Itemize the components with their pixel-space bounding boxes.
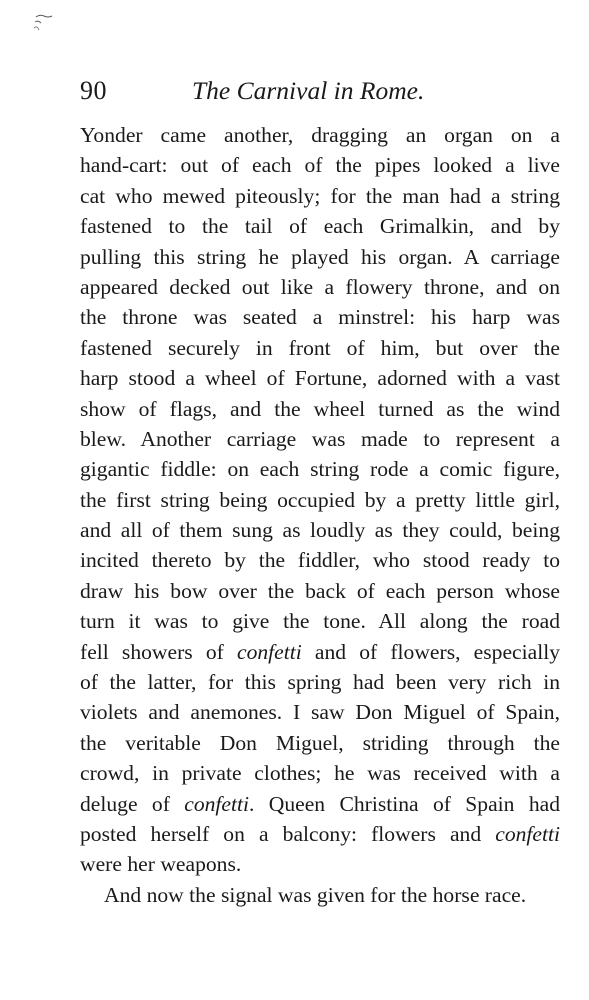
text-segment: fell showers of <box>80 639 237 664</box>
text-line: and all of them sung as loudly as they could, being <box>80 518 560 543</box>
text-line: draw his bow over the back of each person whose <box>80 578 560 603</box>
text-line: the first string being occupied by a pretty little girl, <box>80 487 560 512</box>
text-line: fastened securely in front of him, but over the <box>80 335 560 360</box>
text-line: pulling this string he played his organ. A carriage <box>80 244 560 269</box>
text-segment: . Queen Christina of Spain had <box>249 791 560 816</box>
text-line: hand-cart: out of each of the pipes looked a live <box>80 153 560 178</box>
page-number: 90 <box>80 76 107 105</box>
text-line: turn it was to give the tone. All along the road <box>80 609 560 634</box>
text-line: of the latter, for this spring had been very rich in <box>80 670 560 695</box>
text-line: fastened to the tail of each Grimalkin, and by <box>80 214 560 239</box>
text-line <box>80 789 560 819</box>
text-line: Yonder came another, dragging an organ on a <box>80 123 560 147</box>
text-segment: deluge of <box>80 791 185 816</box>
text-line: show of flags, and the wheel turned as the wind <box>80 396 560 421</box>
body-text <box>80 120 560 910</box>
ink-smudge-mark <box>32 12 56 34</box>
italic-word: confetti <box>184 791 249 816</box>
running-title: The Carnival in Rome. <box>192 76 425 105</box>
text-line: were her weapons. <box>80 852 242 877</box>
text-line <box>80 819 560 849</box>
text-line: And now the signal was given for the horse race. <box>104 882 527 907</box>
text-line: violets and anemones. I saw Don Miguel of Spain, <box>80 700 560 725</box>
text-line: blew. Another carriage was made to represent a <box>80 426 560 451</box>
text-segment: posted herself on a balcony: flowers and <box>80 821 496 846</box>
text-line <box>80 637 560 667</box>
text-line: gigantic fiddle: on each string rode a comic figure, <box>80 457 560 482</box>
text-line: cat who mewed piteously; for the man had a string <box>80 183 560 208</box>
text-line: harp stood a wheel of Fortune, adorned with a vast <box>80 366 560 391</box>
text-line: crowd, in private clothes; he was received with a <box>80 761 560 786</box>
italic-word: confetti <box>495 821 560 846</box>
text-line: the veritable Don Miguel, striding through the <box>80 730 560 755</box>
text-line: incited thereto by the fiddler, who stood ready to <box>80 548 560 573</box>
text-segment: and of flowers, especially <box>301 639 560 664</box>
running-head <box>80 70 560 110</box>
text-line: appeared decked out like a flowery throne, and on <box>80 274 560 299</box>
text-line: the throne was seated a minstrel: his harp was <box>80 305 560 330</box>
italic-word: confetti <box>236 639 302 664</box>
